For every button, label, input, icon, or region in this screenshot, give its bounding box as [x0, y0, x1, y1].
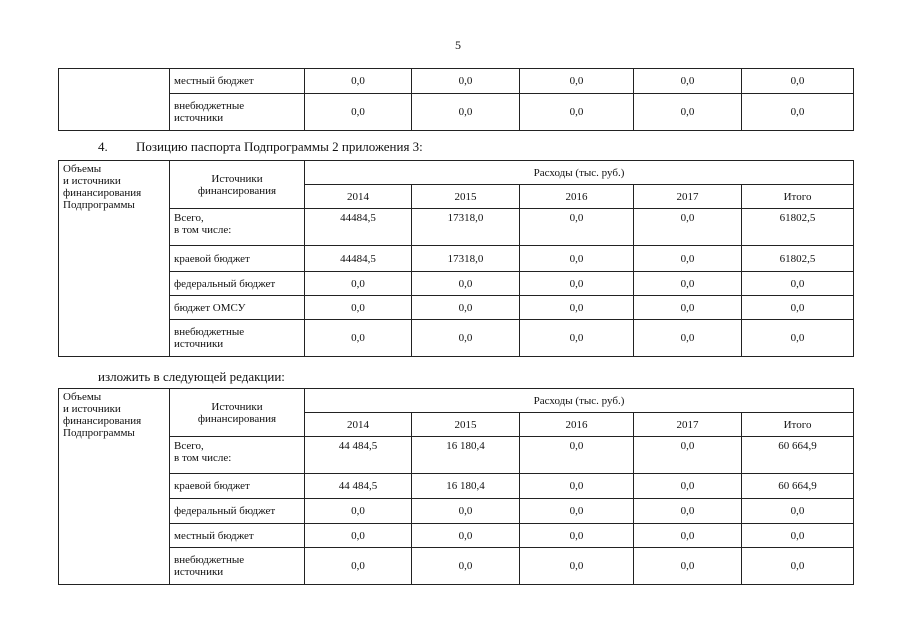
table-row	[59, 320, 854, 357]
source-cell: местный бюджет	[170, 524, 305, 548]
sources-header: Источники финансирования	[170, 389, 305, 437]
value-cell: 60 664,9	[742, 474, 854, 499]
table-row	[59, 272, 854, 296]
value-cell: 0,0	[520, 548, 634, 585]
value-cell: 0,0	[520, 69, 634, 94]
item-number: 4.	[98, 139, 108, 154]
table-row	[59, 69, 854, 94]
value-cell: 0,0	[305, 94, 412, 131]
label-cell	[59, 69, 170, 131]
section-label: Объемы и источники финансирования Подпрограммы	[59, 389, 170, 585]
value-cell: 0,0	[305, 272, 412, 296]
value-cell: 0,0	[742, 94, 854, 131]
value-cell: 0,0	[520, 209, 634, 246]
source-cell: краевой бюджет	[170, 474, 305, 499]
year-header: 2016	[520, 185, 634, 209]
expenses-header: Расходы (тыс. руб.)	[305, 389, 854, 413]
table-row	[59, 474, 854, 499]
value-cell: 0,0	[520, 437, 634, 474]
table-new	[58, 388, 854, 585]
year-header: 2014	[305, 413, 412, 437]
value-cell: 0,0	[412, 94, 520, 131]
value-cell: 0,0	[412, 499, 520, 524]
value-cell: 0,0	[742, 499, 854, 524]
table-row	[59, 209, 854, 246]
value-cell: 44484,5	[305, 246, 412, 272]
value-cell: 0,0	[520, 499, 634, 524]
value-cell: 0,0	[412, 320, 520, 357]
source-cell: местный бюджет	[170, 69, 305, 94]
source-cell: бюджет ОМСУ	[170, 296, 305, 320]
table-old	[58, 160, 854, 357]
table-row	[59, 296, 854, 320]
year-header: 2015	[412, 185, 520, 209]
value-cell: 61802,5	[742, 209, 854, 246]
source-cell: внебюджетные источники	[170, 548, 305, 585]
value-cell: 0,0	[412, 69, 520, 94]
value-cell: 0,0	[412, 296, 520, 320]
total-header: Итого	[742, 185, 854, 209]
table-row	[59, 94, 854, 131]
value-cell: 0,0	[634, 209, 742, 246]
value-cell: 61802,5	[742, 246, 854, 272]
expenses-header: Расходы (тыс. руб.)	[305, 161, 854, 185]
value-cell: 0,0	[305, 296, 412, 320]
value-cell: 0,0	[634, 524, 742, 548]
value-cell: 0,0	[520, 524, 634, 548]
value-cell: 44 484,5	[305, 437, 412, 474]
source-cell: внебюджетные источники	[170, 320, 305, 357]
header-row	[59, 389, 854, 413]
value-cell: 0,0	[305, 548, 412, 585]
year-header: 2014	[305, 185, 412, 209]
value-cell: 44 484,5	[305, 474, 412, 499]
table-row	[59, 437, 854, 474]
value-cell: 44484,5	[305, 209, 412, 246]
sources-header: Источники финансирования	[170, 161, 305, 209]
source-cell: Всего, в том числе:	[170, 209, 305, 246]
value-cell: 0,0	[634, 272, 742, 296]
value-cell: 0,0	[742, 524, 854, 548]
value-cell: 0,0	[520, 246, 634, 272]
source-cell: федеральный бюджет	[170, 272, 305, 296]
value-cell: 0,0	[520, 474, 634, 499]
section-label: Объемы и источники финансирования Подпрограммы	[59, 161, 170, 357]
year-header: 2016	[520, 413, 634, 437]
value-cell: 0,0	[634, 548, 742, 585]
source-cell: Всего, в том числе:	[170, 437, 305, 474]
source-cell: краевой бюджет	[170, 246, 305, 272]
table-row	[59, 499, 854, 524]
value-cell: 0,0	[305, 524, 412, 548]
value-cell: 0,0	[305, 69, 412, 94]
value-cell: 17318,0	[412, 209, 520, 246]
value-cell: 0,0	[742, 296, 854, 320]
table-row	[59, 548, 854, 585]
value-cell: 0,0	[305, 499, 412, 524]
value-cell: 0,0	[742, 320, 854, 357]
value-cell: 0,0	[520, 272, 634, 296]
continued-table	[58, 68, 854, 131]
table-row	[59, 524, 854, 548]
item-text: Позицию паспорта Подпрограммы 2 приложения 3:	[136, 139, 423, 154]
value-cell: 0,0	[742, 548, 854, 585]
value-cell: 0,0	[634, 246, 742, 272]
value-cell: 0,0	[742, 69, 854, 94]
value-cell: 0,0	[412, 272, 520, 296]
new-edition-text: изложить в следующей редакции:	[98, 369, 285, 384]
value-cell: 0,0	[634, 437, 742, 474]
page-number: 5	[455, 38, 461, 52]
value-cell: 0,0	[634, 499, 742, 524]
value-cell: 0,0	[634, 296, 742, 320]
value-cell: 0,0	[634, 69, 742, 94]
table-row	[59, 246, 854, 272]
value-cell: 0,0	[412, 524, 520, 548]
year-header: 2017	[634, 185, 742, 209]
value-cell: 0,0	[520, 94, 634, 131]
header-row	[59, 161, 854, 185]
source-cell: федеральный бюджет	[170, 499, 305, 524]
value-cell: 0,0	[742, 272, 854, 296]
source-cell: внебюджетные источники	[170, 94, 305, 131]
total-header: Итого	[742, 413, 854, 437]
value-cell: 0,0	[634, 94, 742, 131]
value-cell: 0,0	[520, 320, 634, 357]
value-cell: 17318,0	[412, 246, 520, 272]
value-cell: 16 180,4	[412, 437, 520, 474]
value-cell: 60 664,9	[742, 437, 854, 474]
year-header: 2017	[634, 413, 742, 437]
value-cell: 0,0	[412, 548, 520, 585]
value-cell: 0,0	[634, 320, 742, 357]
value-cell: 0,0	[305, 320, 412, 357]
value-cell: 0,0	[634, 474, 742, 499]
value-cell: 16 180,4	[412, 474, 520, 499]
year-header: 2015	[412, 413, 520, 437]
value-cell: 0,0	[520, 296, 634, 320]
